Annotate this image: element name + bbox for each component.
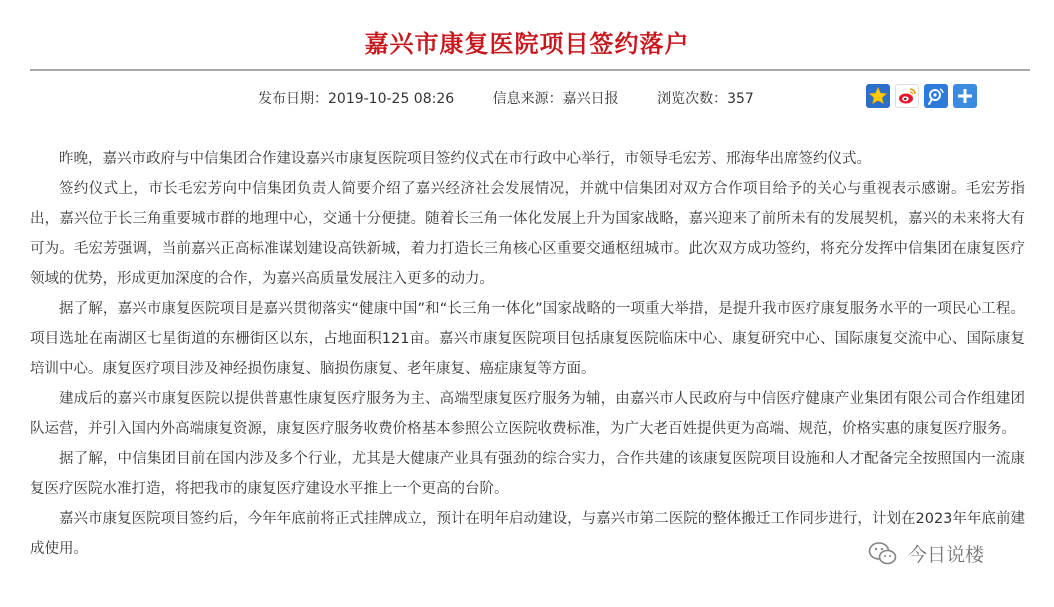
title-divider [30,69,1030,71]
article-paragraph: 昨晚，嘉兴市政府与中信集团合作建设嘉兴市康复医院项目签约仪式在市行政中心举行，市领导毛宏芳、邢海华出席签约仪式。 [59,151,871,167]
wechat-icon [868,541,898,567]
article-meta [258,88,788,108]
publish-date [258,91,454,107]
article-paragraph: 据了解，中信集团目前在国内涉及多个行业，尤其是大健康产业具有强劲的综合实力，合作共建的该康复医院项目设施和人才配备完全按照国内一流康复医疗医院水准打造，将把我市的康复医疗建设水平推上一个更高的台阶。 [30,451,1025,497]
info-source-label: 信息来源： [492,91,563,107]
share-tencent-weibo-button[interactable] [924,84,948,108]
article-paragraph: 嘉兴市康复医院项目签约后，今年年底前将正式挂牌成立，预计在明年启动建设，与嘉兴市第二医院的整体搬迁工作同步进行，计划在2023年年底前建成使用。 [30,511,1025,557]
article-title: 嘉兴市康复医院项目签约落户 [364,30,690,58]
view-count-value: 357 [727,91,754,107]
qzone-icon [868,86,888,106]
share-more-button[interactable] [953,84,977,108]
info-source [493,91,619,107]
share-toolbar [866,84,977,108]
article-body [30,144,1025,564]
article-paragraph: 据了解，嘉兴市康复医院项目是嘉兴贯彻落实“健康中国”和“长三角一体化”国家战略的一项重大举措，是提升我市医疗康复服务水平的一项民心工程。项目选址在南湖区七星街道的东栅街区以东，占地面积121亩。嘉兴市康复医院项目包括康复医院临床中心、康复研究中心、国际康复交流中心、国际康复培训中心。康复医疗项目涉及神经损伤康复、脑损伤康复、老年康复、癌症康复等方面。 [30,301,1025,377]
view-count [657,91,754,107]
article-paragraph: 建成后的嘉兴市康复医院以提供普惠性康复医疗服务为主、高端型康复医疗服务为辅，由嘉兴市人民政府与中信医疗健康产业集团有限公司合作组建团队运营，并引入国内外高端康复资源，康复医疗服务收费价格基本参照公立医院收费标准，为广大老百姓提供更为高端、规范，价格实惠的康复医疗服务。 [30,391,1025,437]
weibo-icon [897,86,917,106]
publish-date-label: 发布日期： [258,91,328,107]
info-source-value: 嘉兴日报 [562,91,619,107]
tencent-weibo-icon [926,86,946,106]
view-count-label: 浏览次数： [657,91,728,107]
watermark-text: 今日说楼 [904,540,988,567]
share-weibo-button[interactable] [895,84,919,108]
publish-date-value: 2019-10-25 08:26 [328,91,455,107]
wechat-watermark [868,540,988,567]
article-paragraph: 签约仪式上，市长毛宏芳向中信集团负责人简要介绍了嘉兴经济社会发展情况，并就中信集团对双方合作项目给予的关心与重视表示感谢。毛宏芳指出，嘉兴位于长三角重要城市群的地理中心，交通十分便捷。随着长三角一体化发展上升为国家战略，嘉兴迎来了前所未有的发展契机，嘉兴的未来将大有可为。毛宏芳强调，当前嘉兴正高标准谋划建设高铁新城，着力打造长三角核心区重要交通枢纽城市。此次双方成功签约，将充分发挥中信集团在康复医疗领域的优势，形成更加深度的合作，为嘉兴高质量发展注入更多的动力。 [30,181,1025,287]
more-share-icon [955,86,975,106]
share-qzone-button[interactable] [866,84,890,108]
